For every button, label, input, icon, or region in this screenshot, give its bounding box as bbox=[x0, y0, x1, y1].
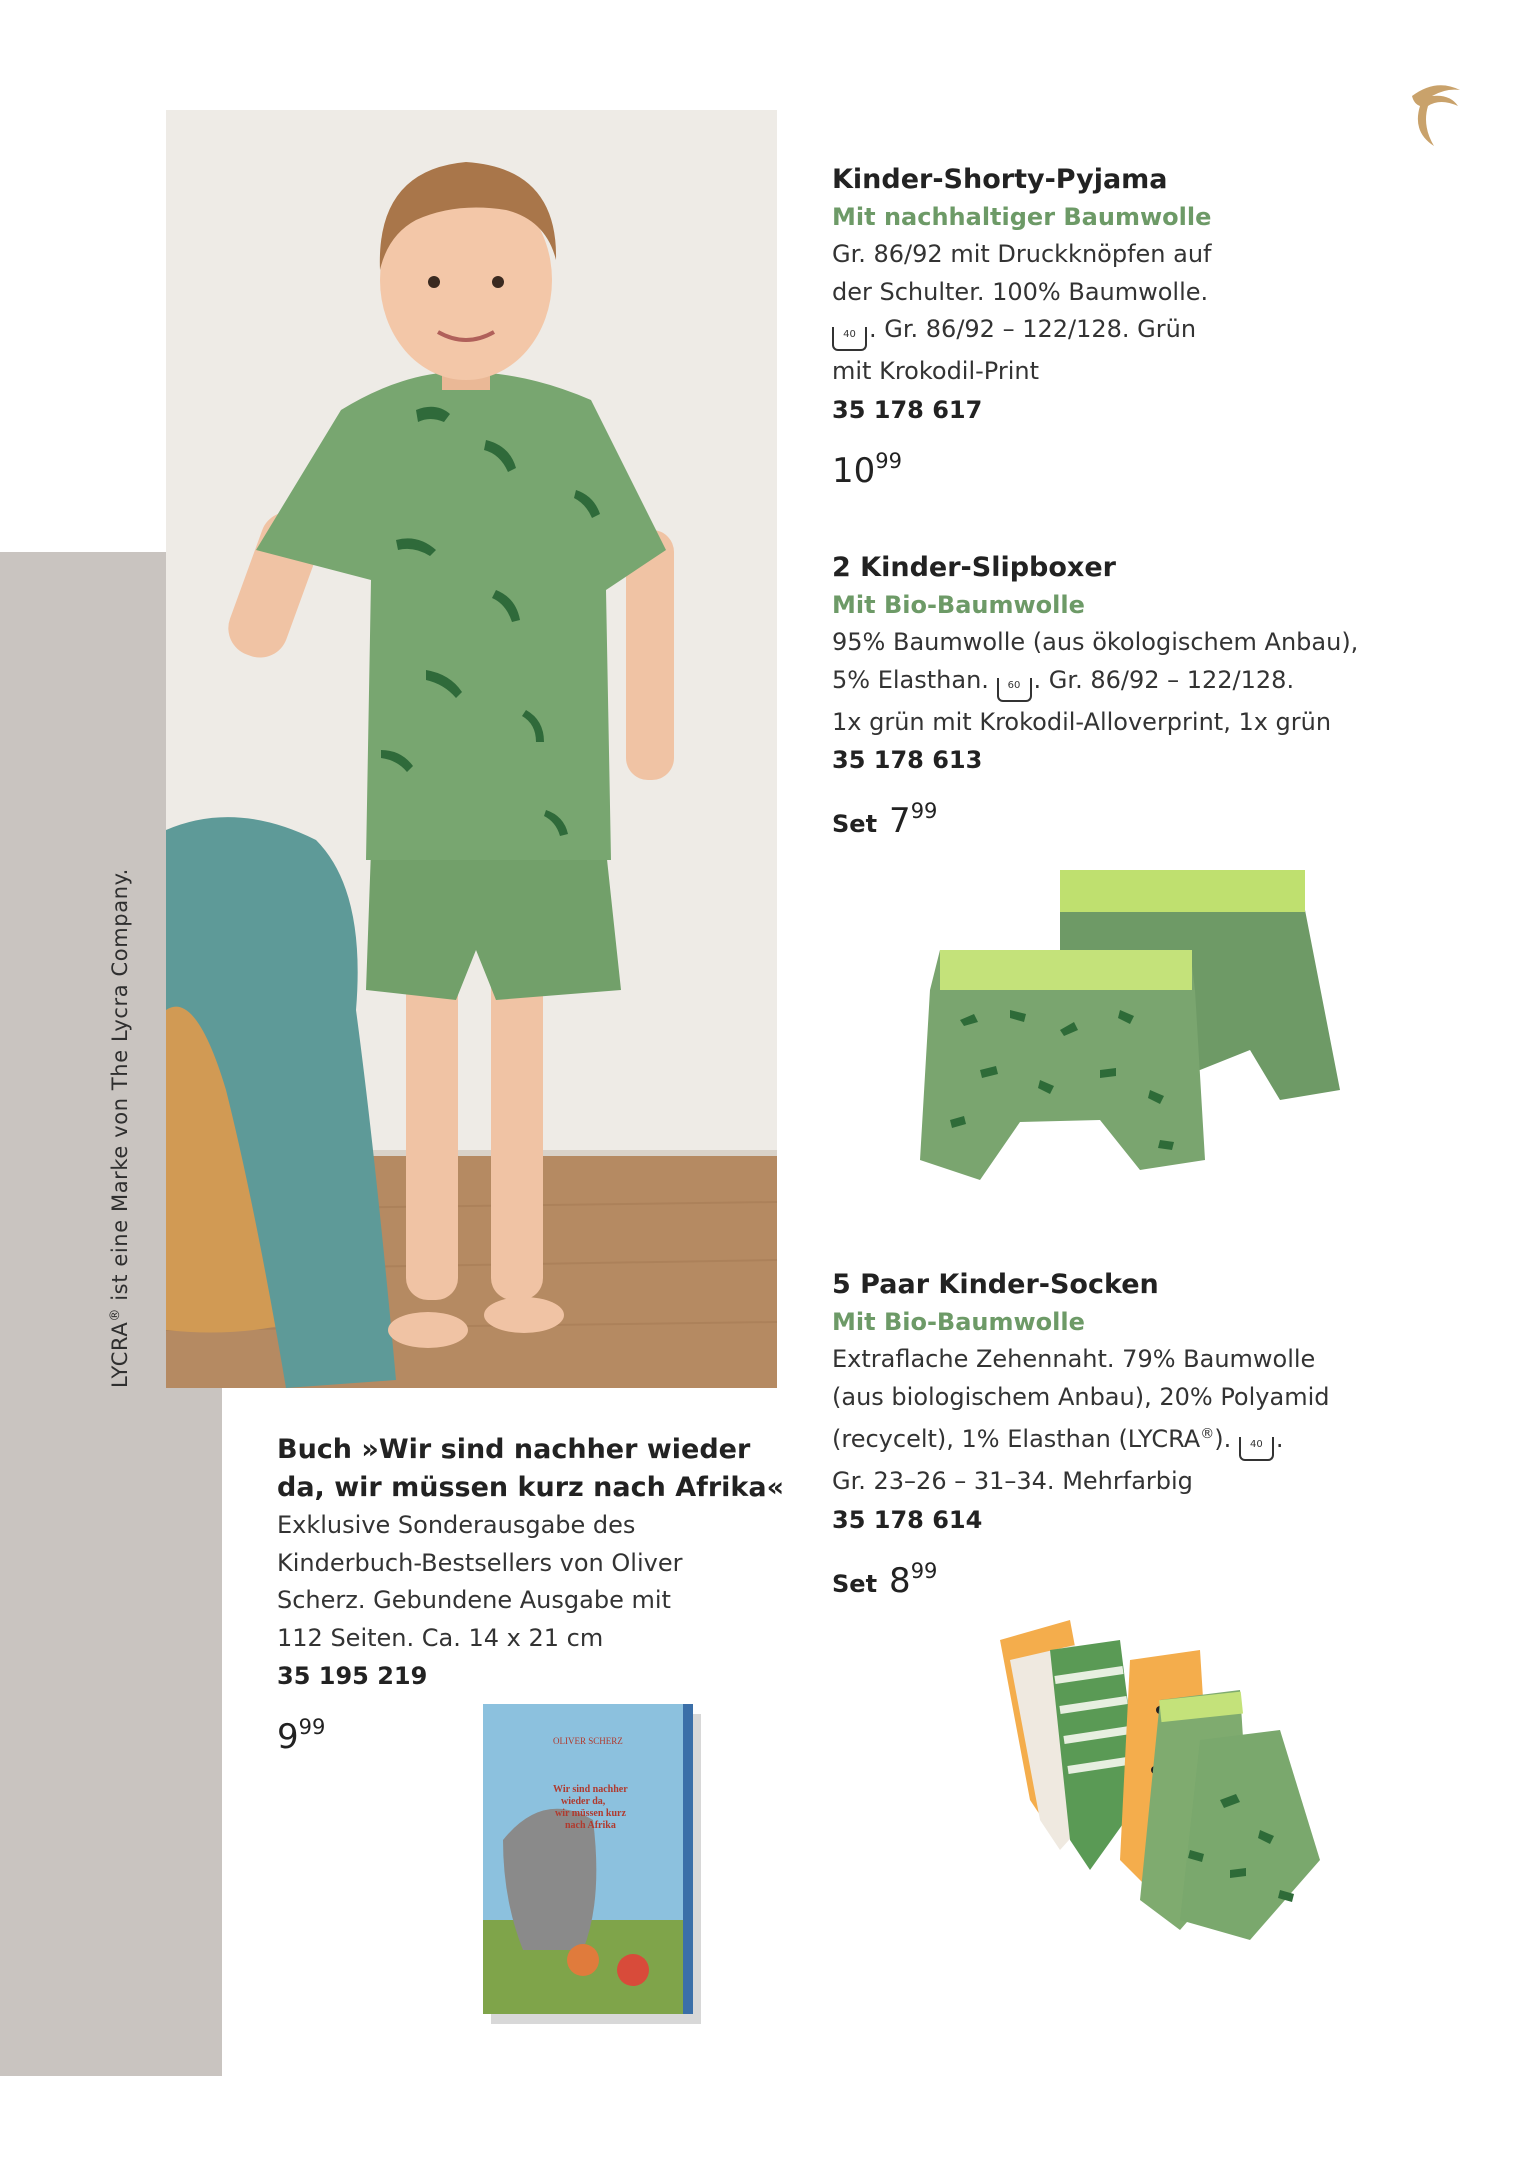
product-title: Kinder-Shorty-Pyjama bbox=[832, 164, 1168, 195]
product-subtitle: Mit Bio-Baumwolle bbox=[832, 591, 1085, 619]
article-number: 35 195 219 bbox=[277, 1662, 428, 1690]
lycra-trademark-note: LYCRA® ist eine Marke von The Lycra Company. bbox=[108, 868, 132, 1388]
product-socks bbox=[832, 1266, 1392, 1606]
price: Set $7^{99}$ bbox=[832, 799, 938, 841]
article-number: 35 178 617 bbox=[832, 395, 983, 424]
article-number: 35 178 614 bbox=[832, 1505, 983, 1534]
product-subtitle: Mit nachhaltiger Baumwolle bbox=[832, 203, 1212, 231]
product-title: Buch »Wir sind nachher wieder da, wir müssen kurz nach Afrika« bbox=[277, 1434, 785, 1503]
price: $9^{99}$ bbox=[277, 1715, 326, 1757]
price: $10^{99}$ bbox=[832, 448, 902, 491]
wash-40-icon: 40 bbox=[1239, 1437, 1274, 1461]
wash-40-icon: 40 bbox=[832, 327, 867, 351]
svg-text:wieder da,: wieder da, bbox=[561, 1796, 606, 1807]
wash-60-icon: 60 bbox=[997, 678, 1032, 702]
product-description: Extraflache Zehennaht. 79% Baumwolle (aus biologischem Anbau), 20% Polyamid (recycelt), 1% Elasthan (LYCRA®). 40 . Gr. 23–26 – 31–34. Mehrfarbig bbox=[832, 1345, 1330, 1495]
product-description: 95% Baumwolle (aus ökologischem Anbau), 5% Elasthan. 60 . Gr. 86/92 – 122/128. 1x grün mit Krokodil-Alloverprint, 1x grün bbox=[832, 628, 1359, 736]
product-shorty-pyjama bbox=[832, 161, 1392, 493]
product-description: Gr. 86/92 mit Druckknöpfen auf der Schulter. 100% Baumwolle. 40 . Gr. 86/92 – 122/128. Grün mit Krokodil-Print bbox=[832, 240, 1212, 385]
product-title: 5 Paar Kinder-Socken bbox=[832, 1269, 1159, 1300]
book-cover-image bbox=[483, 1700, 703, 2030]
slipboxer-product-image bbox=[900, 860, 1350, 1190]
product-description: Exklusive Sonderausgabe des Kinderbuch-Bestsellers von Oliver Scherz. Gebundene Ausgabe mit 112 Seiten. Ca. 14 x 21 cm bbox=[277, 1511, 683, 1652]
tchibo-bean-logo-icon[interactable] bbox=[1406, 76, 1466, 150]
pyjama-model-photo bbox=[166, 110, 777, 1388]
svg-text:wir müssen kurz: wir müssen kurz bbox=[555, 1808, 626, 1819]
svg-text:nach Afrika: nach Afrika bbox=[565, 1820, 616, 1831]
product-subtitle: Mit Bio-Baumwolle bbox=[832, 1308, 1085, 1336]
product-slipboxer bbox=[832, 549, 1392, 846]
socks-product-image bbox=[990, 1600, 1340, 1950]
svg-text:Wir sind nachher: Wir sind nachher bbox=[553, 1784, 628, 1795]
book-author: OLIVER SCHERZ bbox=[553, 1736, 623, 1746]
article-number: 35 178 613 bbox=[832, 746, 983, 774]
price: Set $8^{99}$ bbox=[832, 1558, 938, 1601]
product-title: 2 Kinder-Slipboxer bbox=[832, 552, 1116, 583]
